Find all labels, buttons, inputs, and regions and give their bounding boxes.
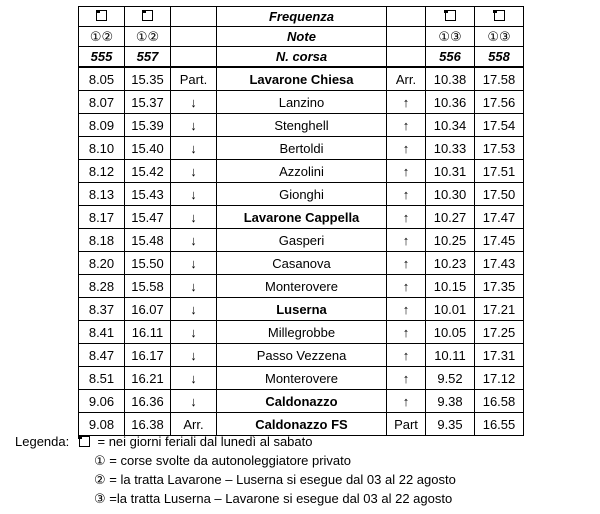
time-557: 16.07 [125, 298, 171, 321]
time-558: 17.21 [475, 298, 524, 321]
time-557: 16.11 [125, 321, 171, 344]
timetable-row [79, 390, 524, 413]
stop-name: Luserna [217, 298, 387, 321]
timetable-row [79, 160, 524, 183]
time-555: 8.18 [79, 229, 125, 252]
time-558: 16.58 [475, 390, 524, 413]
frequency-square-icon [125, 7, 171, 27]
header-row-frequency [79, 7, 524, 27]
run-number: 555 [79, 47, 125, 68]
time-558: 17.35 [475, 275, 524, 298]
direction-return: ↑ [387, 344, 426, 367]
timetable-row [79, 206, 524, 229]
direction-outbound: ↓ [171, 298, 217, 321]
frequency-square-icon [475, 7, 524, 27]
stop-name: Gionghi [217, 183, 387, 206]
time-557: 15.48 [125, 229, 171, 252]
stop-name: Monterovere [217, 367, 387, 390]
direction-return: ↑ [387, 298, 426, 321]
direction-outbound: Arr. [171, 413, 217, 436]
direction-return: ↑ [387, 137, 426, 160]
time-557: 15.43 [125, 183, 171, 206]
direction-outbound: ↓ [171, 160, 217, 183]
legend-text: ③ =la tratta Luserna – Lavarone si esegue dal 03 al 22 agosto [94, 491, 453, 506]
header-label-notes: Note [217, 27, 387, 47]
direction-outbound: ↓ [171, 275, 217, 298]
time-557: 16.36 [125, 390, 171, 413]
time-557: 15.50 [125, 252, 171, 275]
stop-name: Caldonazzo [217, 390, 387, 413]
legend-row [15, 489, 453, 508]
time-555: 8.51 [79, 367, 125, 390]
direction-outbound: ↓ [171, 114, 217, 137]
stop-name: Lanzino [217, 91, 387, 114]
timetable-row [79, 275, 524, 298]
stop-name: Azzolini [217, 160, 387, 183]
time-556: 10.01 [426, 298, 475, 321]
time-555: 8.47 [79, 344, 125, 367]
time-558: 17.54 [475, 114, 524, 137]
direction-return: Part [387, 413, 426, 436]
direction-return: ↑ [387, 229, 426, 252]
time-557: 16.21 [125, 367, 171, 390]
time-555: 8.20 [79, 252, 125, 275]
header-label-frequency: Frequenza [217, 7, 387, 27]
direction-return: ↑ [387, 252, 426, 275]
time-556: 10.27 [426, 206, 475, 229]
time-556: 10.31 [426, 160, 475, 183]
time-555: 8.12 [79, 160, 125, 183]
time-555: 8.09 [79, 114, 125, 137]
time-557: 15.47 [125, 206, 171, 229]
direction-outbound: ↓ [171, 252, 217, 275]
direction-return: ↑ [387, 321, 426, 344]
direction-outbound: ↓ [171, 229, 217, 252]
frequency-square-icon [79, 436, 90, 447]
direction-outbound: ↓ [171, 321, 217, 344]
direction-outbound: ↓ [171, 344, 217, 367]
time-555: 8.37 [79, 298, 125, 321]
stop-name: Millegrobbe [217, 321, 387, 344]
stop-name: Caldonazzo FS [217, 413, 387, 436]
time-556: 10.38 [426, 67, 475, 91]
header-row-notes [79, 27, 524, 47]
note-codes: ①③ [475, 27, 524, 47]
time-557: 15.37 [125, 91, 171, 114]
legend-title: Legenda: [15, 434, 70, 449]
stop-name: Bertoldi [217, 137, 387, 160]
legend-text: ② = la tratta Lavarone – Luserna si esegue dal 03 al 22 agosto [94, 472, 456, 487]
time-556: 9.52 [426, 367, 475, 390]
time-558: 17.31 [475, 344, 524, 367]
legend-text: ① = corse svolte da autonoleggiatore privato [94, 453, 352, 468]
stop-name: Casanova [217, 252, 387, 275]
time-555: 8.28 [79, 275, 125, 298]
time-556: 10.33 [426, 137, 475, 160]
direction-return: ↑ [387, 275, 426, 298]
time-557: 16.17 [125, 344, 171, 367]
header-label-run-number: N. corsa [217, 47, 387, 68]
direction-return: ↑ [387, 91, 426, 114]
timetable-row [79, 137, 524, 160]
time-556: 10.34 [426, 114, 475, 137]
time-558: 17.45 [475, 229, 524, 252]
direction-outbound: ↓ [171, 91, 217, 114]
direction-return: ↑ [387, 206, 426, 229]
direction-outbound: ↓ [171, 206, 217, 229]
time-556: 10.36 [426, 91, 475, 114]
time-556: 10.05 [426, 321, 475, 344]
time-555: 8.13 [79, 183, 125, 206]
timetable-row [79, 367, 524, 390]
time-558: 17.12 [475, 367, 524, 390]
time-558: 17.56 [475, 91, 524, 114]
time-558: 17.51 [475, 160, 524, 183]
direction-outbound: ↓ [171, 390, 217, 413]
timetable-row [79, 67, 524, 91]
note-codes: ①② [125, 27, 171, 47]
time-556: 10.23 [426, 252, 475, 275]
run-number: 558 [475, 47, 524, 68]
time-555: 9.08 [79, 413, 125, 436]
time-556: 10.25 [426, 229, 475, 252]
direction-outbound: ↓ [171, 137, 217, 160]
direction-return: ↑ [387, 160, 426, 183]
legend-text: = nei giorni feriali dal lunedì al sabato [97, 434, 313, 449]
time-556: 10.11 [426, 344, 475, 367]
time-557: 15.39 [125, 114, 171, 137]
direction-return: Arr. [387, 67, 426, 91]
timetable-row [79, 183, 524, 206]
direction-outbound: ↓ [171, 183, 217, 206]
stop-name: Lavarone Cappella [217, 206, 387, 229]
run-number: 556 [426, 47, 475, 68]
timetable-row [79, 114, 524, 137]
direction-return: ↑ [387, 114, 426, 137]
time-557: 15.58 [125, 275, 171, 298]
time-558: 17.50 [475, 183, 524, 206]
time-558: 17.53 [475, 137, 524, 160]
time-556: 10.15 [426, 275, 475, 298]
stop-name: Gasperi [217, 229, 387, 252]
time-555: 8.10 [79, 137, 125, 160]
time-556: 9.35 [426, 413, 475, 436]
direction-outbound: Part. [171, 67, 217, 91]
stop-name: Passo Vezzena [217, 344, 387, 367]
legend-row [15, 470, 456, 489]
run-number: 557 [125, 47, 171, 68]
note-codes: ①③ [426, 27, 475, 47]
header-row-run-number [79, 47, 524, 68]
time-557: 16.38 [125, 413, 171, 436]
time-555: 8.07 [79, 91, 125, 114]
stop-name: Stenghell [217, 114, 387, 137]
timetable-row [79, 298, 524, 321]
timetable-row [79, 252, 524, 275]
direction-return: ↑ [387, 367, 426, 390]
time-558: 17.43 [475, 252, 524, 275]
time-557: 15.35 [125, 67, 171, 91]
frequency-square-icon [79, 7, 125, 27]
legend-row [15, 432, 313, 451]
legend [15, 432, 456, 508]
legend-row [15, 451, 352, 470]
time-557: 15.40 [125, 137, 171, 160]
direction-return: ↑ [387, 183, 426, 206]
time-555: 8.17 [79, 206, 125, 229]
frequency-square-icon [426, 7, 475, 27]
stop-name: Monterovere [217, 275, 387, 298]
time-558: 17.25 [475, 321, 524, 344]
time-555: 9.06 [79, 390, 125, 413]
time-557: 15.42 [125, 160, 171, 183]
time-555: 8.05 [79, 67, 125, 91]
time-556: 9.38 [426, 390, 475, 413]
time-558: 17.58 [475, 67, 524, 91]
direction-outbound: ↓ [171, 367, 217, 390]
stop-name: Lavarone Chiesa [217, 67, 387, 91]
timetable-row [79, 91, 524, 114]
time-555: 8.41 [79, 321, 125, 344]
timetable-row [79, 229, 524, 252]
timetable [78, 6, 524, 436]
timetable-row [79, 344, 524, 367]
time-556: 10.30 [426, 183, 475, 206]
time-558: 16.55 [475, 413, 524, 436]
time-558: 17.47 [475, 206, 524, 229]
note-codes: ①② [79, 27, 125, 47]
timetable-row [79, 321, 524, 344]
direction-return: ↑ [387, 390, 426, 413]
